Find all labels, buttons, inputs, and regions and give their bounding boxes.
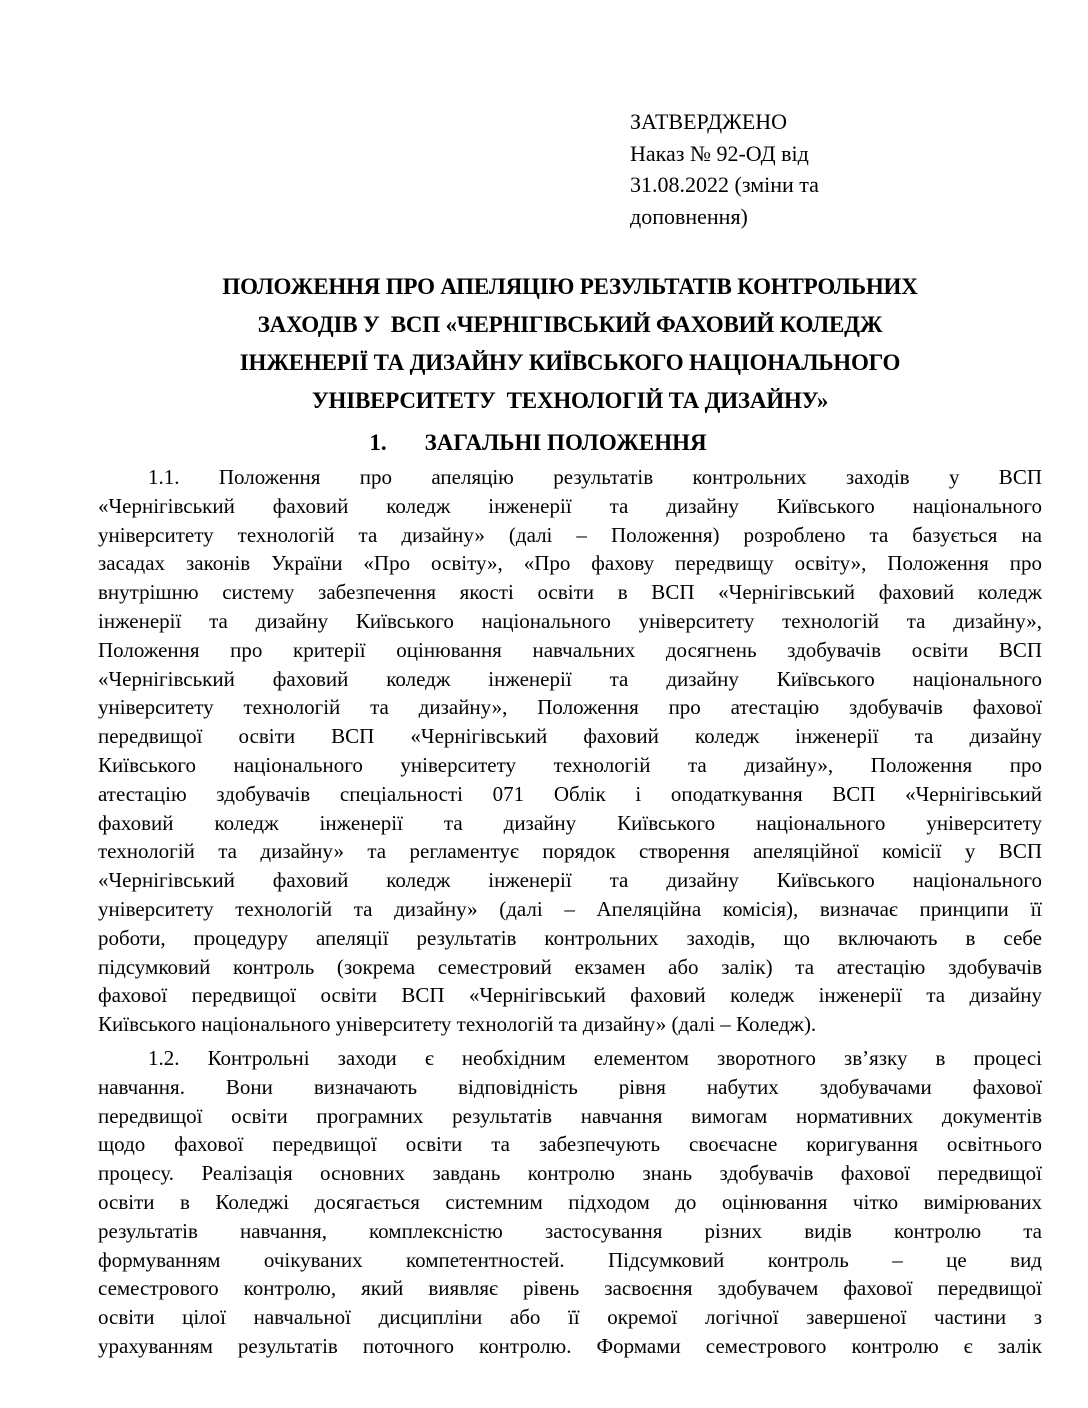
document-title-line: УНІВЕРСИТЕТУ ТЕХНОЛОГІЙ ТА ДИЗАЙНУ» — [311, 388, 829, 413]
paragraph-line: внутрішню систему забезпечення якості освіти в ВСП «Чернігівський фаховий коледж — [98, 580, 1042, 605]
approval-line: доповнення) — [630, 203, 748, 229]
paragraph-line: Положення про критерії оцінювання навчальних досягнень здобувачів освіти ВСП — [98, 637, 1042, 662]
section-number: 1. — [369, 430, 387, 455]
paragraph-line: атестацію здобувачів спеціальності 071 Облік і оподаткування ВСП «Чернігівський — [98, 781, 1042, 806]
document-title-line: ІНЖЕНЕРІЇ ТА ДИЗАЙНУ КИЇВСЬКОГО НАЦІОНАЛЬНОГО — [239, 350, 901, 375]
paragraph-line: урахуванням результатів поточного контролю. Формами семестрового контролю є залік — [98, 1333, 1042, 1358]
paragraph-line: «Чернігівський фаховий коледж інженерії та дизайну Київського національного — [98, 493, 1042, 518]
paragraph-1-1 — [98, 463, 1042, 1039]
paragraph-line: освіти цілої навчальної дисципліни або її окремої логічної завершеної частини з — [98, 1305, 1042, 1330]
paragraph-line: формуванням очікуваних компетентностей. Підсумковий контроль – це вид — [98, 1247, 1042, 1272]
paragraph-line: 1.2. Контрольні заходи є необхідним елементом зворотного зв’язку в процесі — [148, 1045, 1042, 1070]
approval-line: ЗАТВЕРДЖЕНО — [630, 109, 788, 134]
paragraph-line: інженерії та дизайну Київського національного університету технологій та дизайну», — [98, 608, 1042, 633]
paragraph-line: передвищої освіти ВСП «Чернігівський фаховий коледж інженерії та дизайну — [98, 724, 1042, 749]
document-title-line: ЗАХОДІВ У ВСП «ЧЕРНІГІВСЬКИЙ ФАХОВИЙ КОЛЕДЖ — [257, 312, 883, 337]
paragraph-line: результатів навчання, комплексністю застосування різних видів контролю та — [98, 1218, 1042, 1243]
paragraph-line: «Чернігівський фаховий коледж інженерії та дизайну Київського національного — [98, 868, 1042, 893]
paragraph-line: процесу. Реалізація основних завдань контролю знань здобувачів фахової передвищої — [98, 1161, 1042, 1186]
paragraph-line: фаховий коледж інженерії та дизайну Київського національного університету — [98, 810, 1042, 835]
section-heading — [66, 428, 1010, 458]
paragraph-line: роботи, процедуру апеляції результатів контрольних заходів, що включають в себе — [98, 925, 1042, 950]
paragraph-line: «Чернігівський фаховий коледж інженерії та дизайну Київського національного — [98, 666, 1042, 691]
paragraph-line: університету технологій та дизайну», Положення про атестацію здобувачів фахової — [98, 695, 1042, 720]
paragraph-1-2 — [98, 1044, 1042, 1361]
paragraph-line: засадах законів України «Про освіту», «Про фахову передвищу освіту», Положення про — [98, 551, 1042, 576]
approval-block — [630, 106, 1042, 232]
paragraph-line: університету технологій та дизайну» (далі – Апеляційна комісія), визначає принципи її — [98, 896, 1042, 921]
paragraph-line: університету технологій та дизайну» (далі – Положення) розроблено та базується на — [98, 522, 1042, 547]
paragraph-line: семестрового контролю, який виявляє рівень засвоєння здобувачем фахової передвищої — [98, 1276, 1042, 1301]
paragraph-line: технологій та дизайну» та регламентує порядок створення апеляційної комісії у ВСП — [98, 839, 1042, 864]
document-title-line: ПОЛОЖЕННЯ ПРО АПЕЛЯЦІЮ РЕЗУЛЬТАТІВ КОНТРОЛЬНИХ — [222, 274, 918, 299]
approval-line: Наказ № 92-ОД від — [630, 140, 809, 166]
approval-line: 31.08.2022 (зміни та — [630, 172, 819, 197]
paragraph-line: Київського національного університету технологій та дизайну» (далі – Коледж). — [98, 1012, 817, 1037]
paragraph-line: Київського національного університету технологій та дизайну», Положення про — [98, 752, 1042, 777]
paragraph-line: щодо фахової передвищої освіти та забезпечують своєчасне коригування освітнього — [98, 1132, 1042, 1157]
paragraph-line: передвищої освіти програмних результатів навчання вимогам нормативних документів — [98, 1103, 1042, 1128]
paragraph-line: 1.1. Положення про апеляцію результатів контрольних заходів у ВСП — [148, 465, 1042, 489]
section-title: ЗАГАЛЬНІ ПОЛОЖЕННЯ — [424, 430, 707, 455]
paragraph-line: фахової передвищої освіти ВСП «Чернігівський фаховий коледж інженерії та дизайну — [98, 983, 1042, 1008]
document-title — [98, 268, 1042, 420]
paragraph-line: навчання. Вони визначають відповідність рівня набутих здобувачами фахової — [98, 1074, 1042, 1099]
paragraph-line: підсумковий контроль (зокрема семестровий екзамен або залік) та атестацію здобувачів — [98, 954, 1042, 979]
paragraph-line: освіти в Коледжі досягається системним підходом до оцінювання чітко вимірюваних — [98, 1189, 1042, 1214]
